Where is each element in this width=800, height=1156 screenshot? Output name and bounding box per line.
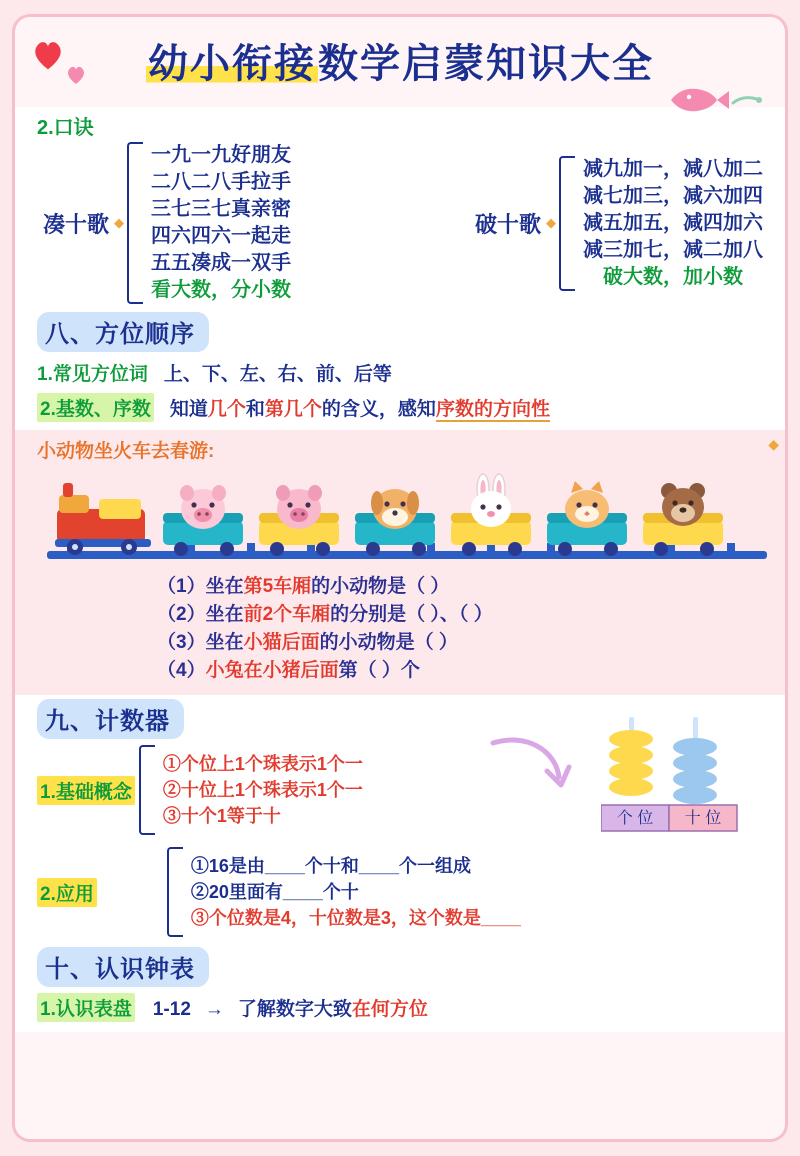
page-title-plain: 数学启蒙知识大全 <box>318 42 654 86</box>
koujue-line: 减九加一，减八加二 <box>583 157 763 180</box>
train-title: 小动物坐火车去春游: <box>37 441 215 462</box>
apply-item: ①16是由____个十和____个一组成 <box>190 856 471 876</box>
train-question <box>37 573 763 601</box>
koujue-left-group <box>43 142 291 304</box>
section-9-row-2-key: 2.应用 <box>37 878 97 907</box>
train-illustration <box>37 465 763 569</box>
section-10-heading: 十、认识钟表 <box>37 947 209 987</box>
koujue-left-lines <box>151 142 291 304</box>
txt-e: 的含义，感知 <box>321 399 436 420</box>
train-question <box>37 601 763 629</box>
q-post: 第（ ）个 <box>338 660 420 681</box>
section-9-heading: 九、计数器 <box>37 699 184 739</box>
q-pre: （3）坐在 <box>157 632 244 653</box>
txt-a: 知道 <box>169 399 208 420</box>
worksheet-frame <box>12 14 788 1142</box>
diamond-icon: ◆ <box>114 215 125 230</box>
koujue-line: 破大数，加小数 <box>603 265 743 288</box>
q-pre: （1）坐在 <box>157 576 244 597</box>
apply-item: ②20里面有____个十 <box>190 882 359 902</box>
locomotive <box>55 483 151 555</box>
desc-a: 了解数字大致 <box>237 999 352 1020</box>
diamond-icon: ◆ <box>768 436 779 452</box>
q-post: 的分别是（ ）、（ ） <box>330 604 493 625</box>
section-9-row-2 <box>37 847 763 937</box>
section-10-row-1-key: 1.认识表盘 <box>37 993 135 1022</box>
koujue-heading: 2.口诀 <box>37 117 94 139</box>
q-post: 的小动物是（ ） <box>319 632 458 653</box>
txt-f: 序数的方向性 <box>435 399 550 420</box>
desc-b: 在何方位 <box>351 999 428 1020</box>
q-red: 小猫后面 <box>243 632 320 653</box>
section-9-row-1-items <box>163 751 363 829</box>
brace-right <box>559 156 575 291</box>
curved-arrow-icon <box>485 733 575 803</box>
brace-concepts <box>139 745 155 835</box>
koujue-line: 减五加五，减四加六 <box>583 211 763 234</box>
train-question <box>37 657 763 685</box>
txt-d: 第几个 <box>264 399 322 420</box>
section-10-range: 1-12 <box>152 999 191 1020</box>
section-8-row-1-key: 1.常见方位词 <box>37 364 148 385</box>
section-9-row-1-key: 1.基础概念 <box>37 776 135 805</box>
koujue-line: 五五凑成一双手 <box>151 252 292 274</box>
q-red: 第5车厢 <box>243 576 312 597</box>
txt-c: 和 <box>245 399 265 420</box>
koujue-right-label: 破十歌 <box>474 211 541 237</box>
section-8-row-2 <box>37 393 763 422</box>
svg-text:个 位: 个 位 <box>616 810 654 827</box>
section-9-row-2-items <box>191 853 521 931</box>
koujue-line: 看大数，分小数 <box>151 279 292 301</box>
q-pre: （4） <box>157 660 206 681</box>
apply-item: ③个位数是4，十位数是3，这个数是____ <box>190 908 521 928</box>
svg-text:十 位: 十 位 <box>684 810 722 827</box>
concept-item: ①个位上1个珠表示1个一 <box>162 754 363 774</box>
koujue-columns <box>37 142 763 304</box>
section-train <box>15 430 785 695</box>
koujue-line: 二八二八手拉手 <box>151 171 292 193</box>
arrow-icon: → <box>204 999 224 1020</box>
q-red: 小兔在小猪后面 <box>205 660 339 681</box>
section-8-row-2-value <box>170 394 550 421</box>
page-title <box>15 31 785 97</box>
section-8 <box>15 310 785 430</box>
koujue-line: 三七三七真亲密 <box>151 198 292 220</box>
train-car-4 <box>451 474 531 556</box>
train-question <box>37 629 763 657</box>
train-svg <box>37 465 777 569</box>
koujue-left-label: 凑十歌 <box>43 211 110 237</box>
txt-b: 几个 <box>207 399 246 420</box>
concept-item: ③十个1等于十 <box>162 806 281 826</box>
abacus-icon <box>601 709 751 839</box>
train-car-5 <box>547 481 627 556</box>
koujue-line: 减三加七，减二加八 <box>583 238 763 261</box>
section-koujue <box>15 107 785 310</box>
train-car-2 <box>259 485 339 556</box>
brace-apply <box>167 847 183 937</box>
q-pre: （2）坐在 <box>157 604 244 625</box>
train-car-3 <box>355 489 435 556</box>
koujue-line: 减七加三，减六加四 <box>583 184 763 207</box>
koujue-right-lines <box>583 156 763 291</box>
koujue-line: 一九一九好朋友 <box>151 144 292 166</box>
section-8-heading: 八、方位顺序 <box>37 312 209 352</box>
koujue-right-group <box>475 156 763 291</box>
section-8-row-1 <box>37 359 763 386</box>
q-red: 前2个车厢 <box>243 604 331 625</box>
diamond-icon: ◆ <box>546 215 556 230</box>
train-car-6 <box>643 483 723 556</box>
section-10-row-1 <box>37 993 763 1022</box>
section-9 <box>15 695 785 943</box>
page-title-highlight: 幼小衔接 <box>148 42 316 86</box>
section-8-row-2-key: 2.基数、序数 <box>37 393 154 422</box>
concept-item: ②十位上1个珠表示1个一 <box>162 780 363 800</box>
section-10-desc <box>238 994 428 1021</box>
title-area <box>15 31 785 107</box>
section-8-row-1-value: 上、下、左、右、前、后等 <box>163 364 392 385</box>
train-car-1 <box>163 485 243 556</box>
section-10 <box>15 943 785 1032</box>
brace-left <box>127 142 143 304</box>
koujue-line: 四六四六一起走 <box>151 225 292 247</box>
q-post: 的小动物是（ ） <box>311 576 450 597</box>
